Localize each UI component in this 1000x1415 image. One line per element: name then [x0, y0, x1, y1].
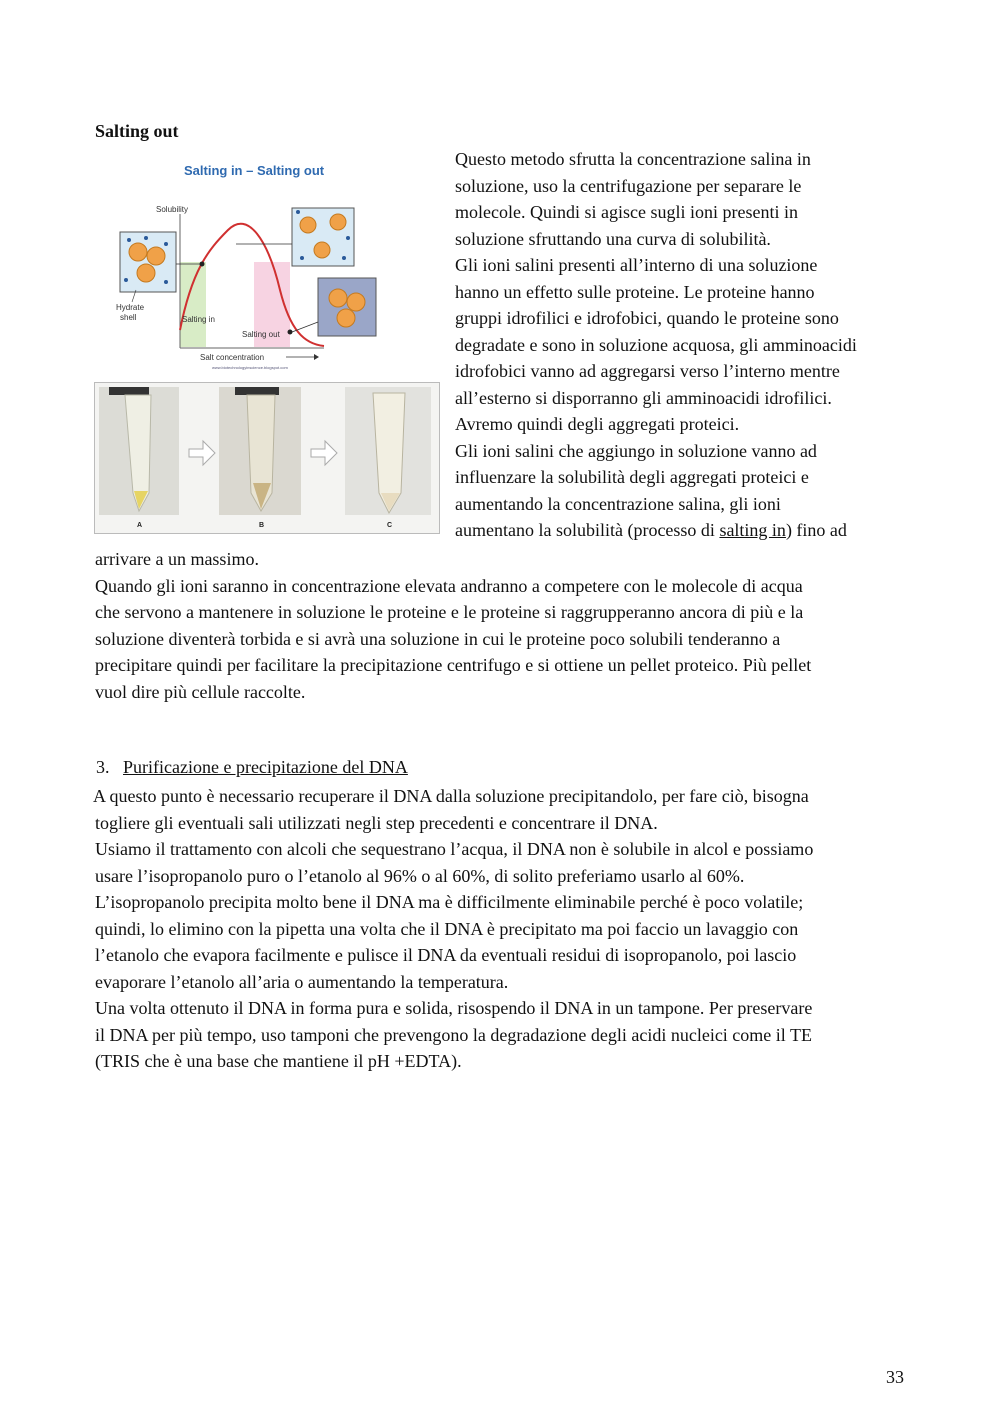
paragraph-line: L’isopropanolo precipita molto bene il DNA ma è difficilmente eliminabile perché è poco volatile; [95, 892, 804, 912]
salting-curve-figure [96, 152, 438, 376]
paragraph-line: (TRIS che è una base che mantiene il pH +EDTA). [95, 1051, 462, 1071]
protein-bead [129, 243, 147, 261]
protein-bead [329, 289, 347, 307]
paragraph-line: togliere gli eventuali sali utilizzati negli step precedenti e concentrare il DNA. [95, 812, 658, 833]
water-molecule [127, 238, 131, 242]
paragraph-line: A questo punto è necessario recuperare il DNA dalla soluzione precipitandolo, per fare ciò, bisogna [93, 786, 809, 806]
line-text-after: ) fino ad [785, 520, 847, 540]
paragraph-line: influenzare la solubilità degli aggregati proteici e [455, 467, 809, 487]
water-molecule [124, 278, 128, 282]
tube-photos [94, 382, 440, 534]
paragraph-line: all’esterno si disporranno gli amminoacidi idrofilici. [455, 387, 832, 408]
photo-label-b: B [259, 522, 265, 529]
paragraph-line: soluzione sfruttando una curva di solubilità. [455, 228, 771, 249]
water-molecule [342, 256, 346, 260]
section-title: Purificazione e precipitazione del DNA [123, 757, 408, 777]
tube-photos-drawing [95, 383, 439, 533]
water-molecule [144, 236, 148, 240]
salting-curve-diagram [96, 152, 438, 376]
tweezer [235, 387, 279, 395]
paragraph-line: Quando gli ioni saranno in concentrazione elevata andranno a competere con le molecole di acqua [95, 575, 803, 596]
paragraph-line: idrofobici vanno ad aggregarsi verso l’interno mentre [455, 361, 840, 381]
protein-bead [137, 264, 155, 282]
solubility-label: Solubility [156, 205, 189, 214]
arrow-b-to-c [311, 441, 337, 465]
water-molecule [296, 210, 300, 214]
water-molecule [300, 256, 304, 260]
section-number: 3. [96, 757, 110, 777]
paragraph-line: l’etanolo che evapora facilmente e pulisce il DNA da eventuali residui di isopropanolo, poi lascio [95, 945, 797, 965]
protein-bead [337, 309, 355, 327]
paragraph-line: soluzione, uso la centrifugazione per separare le [455, 175, 802, 196]
paragraph-line: che servono a mantenere in soluzione le proteine e le proteine si raggrupperanno ancora di più e la [95, 602, 804, 622]
page-number: 33 [886, 1367, 904, 1387]
salting-out-label: Salting out [242, 330, 280, 339]
paragraph-line [455, 517, 847, 544]
hydrate-label-2: shell [120, 313, 137, 322]
salting-in-region [180, 262, 206, 347]
tweezer [109, 387, 149, 395]
water-molecule [164, 242, 168, 246]
paragraph-line: Questo metodo sfrutta la concentrazione salina in [455, 149, 811, 169]
protein-bead [314, 242, 330, 258]
photo-label-c: C [387, 522, 393, 529]
paragraph-line: gruppi idrofilici e idrofobici, quando le proteine sono [455, 308, 839, 328]
hydrate-label-1: Hydrate [116, 303, 145, 312]
pointer-line [292, 322, 318, 332]
paragraph-line: degradate e sono in soluzione acquosa, gli amminoacidi [455, 334, 857, 355]
x-arrow-head [314, 354, 319, 360]
salting-in-label: Salting in [182, 315, 215, 324]
figure-credit: www.biotechnologyinscience.blogspot.com [212, 365, 288, 370]
salting-in-term: salting in [719, 520, 786, 540]
arrow-a-to-b [189, 441, 215, 465]
water-molecule [164, 280, 168, 284]
paragraph-line: vuol dire più cellule raccolte. [95, 681, 306, 702]
protein-bead [300, 217, 316, 233]
paragraph-line: evaporare l’etanolo all’aria o aumentando la temperatura. [95, 971, 509, 992]
curve-point-left [200, 262, 205, 267]
protein-bead [347, 293, 365, 311]
section-3-heading [96, 757, 408, 778]
salt-concentration-label: Salt concentration [200, 353, 265, 362]
protein-bead [330, 214, 346, 230]
section-heading: Salting out [95, 121, 179, 141]
paragraph-line: Gli ioni salini presenti all’interno di una soluzione [455, 255, 818, 275]
paragraph-line: Usiamo il trattamento con alcoli che sequestrano l’acqua, il DNA non è solubile in alcol e possiamo [95, 839, 814, 859]
paragraph-line: il DNA per più tempo, uso tamponi che prevengono la degradazione degli acidi nucleici come il TE [95, 1024, 812, 1045]
paragraph-line: precipitare quindi per facilitare la precipitazione centrifugo e si ottiene un pellet proteico. Più pellet [95, 655, 812, 675]
protein-bead [147, 247, 165, 265]
paragraph-line: arrivare a un massimo. [95, 549, 259, 569]
figure-title: Salting in – Salting out [184, 163, 325, 178]
water-molecule [346, 236, 350, 240]
curve-point-right [288, 330, 293, 335]
paragraph-line: Gli ioni salini che aggiungo in soluzione vanno ad [455, 440, 817, 461]
paragraph-line: quindi, lo elimino con la pipetta una volta che il DNA è precipitato ma poi faccio un lavaggio con [95, 918, 799, 939]
paragraph-line: molecole. Quindi si agisce sugli ioni presenti in [455, 202, 798, 222]
paragraph-line: usare l’isopropanolo puro o l’etanolo al 96% o al 60%, di solito preferiamo usarlo al 60%. [95, 865, 745, 886]
paragraph-line: hanno un effetto sulle proteine. Le proteine hanno [455, 281, 815, 302]
paragraph-line: Avremo quindi degli aggregati proteici. [455, 414, 740, 434]
line-text-before: aumentano la solubilità (processo di [455, 520, 720, 540]
photo-label-a: A [137, 522, 143, 529]
paragraph-line: soluzione diventerà torbida e si avrà una soluzione in cui le proteine poco solubili tenderanno a [95, 628, 781, 649]
paragraph-line: aumentando la concentrazione salina, gli ioni [455, 493, 781, 514]
paragraph-line: Una volta ottenuto il DNA in forma pura e solida, risospendo il DNA in un tampone. Per preservare [95, 998, 813, 1018]
